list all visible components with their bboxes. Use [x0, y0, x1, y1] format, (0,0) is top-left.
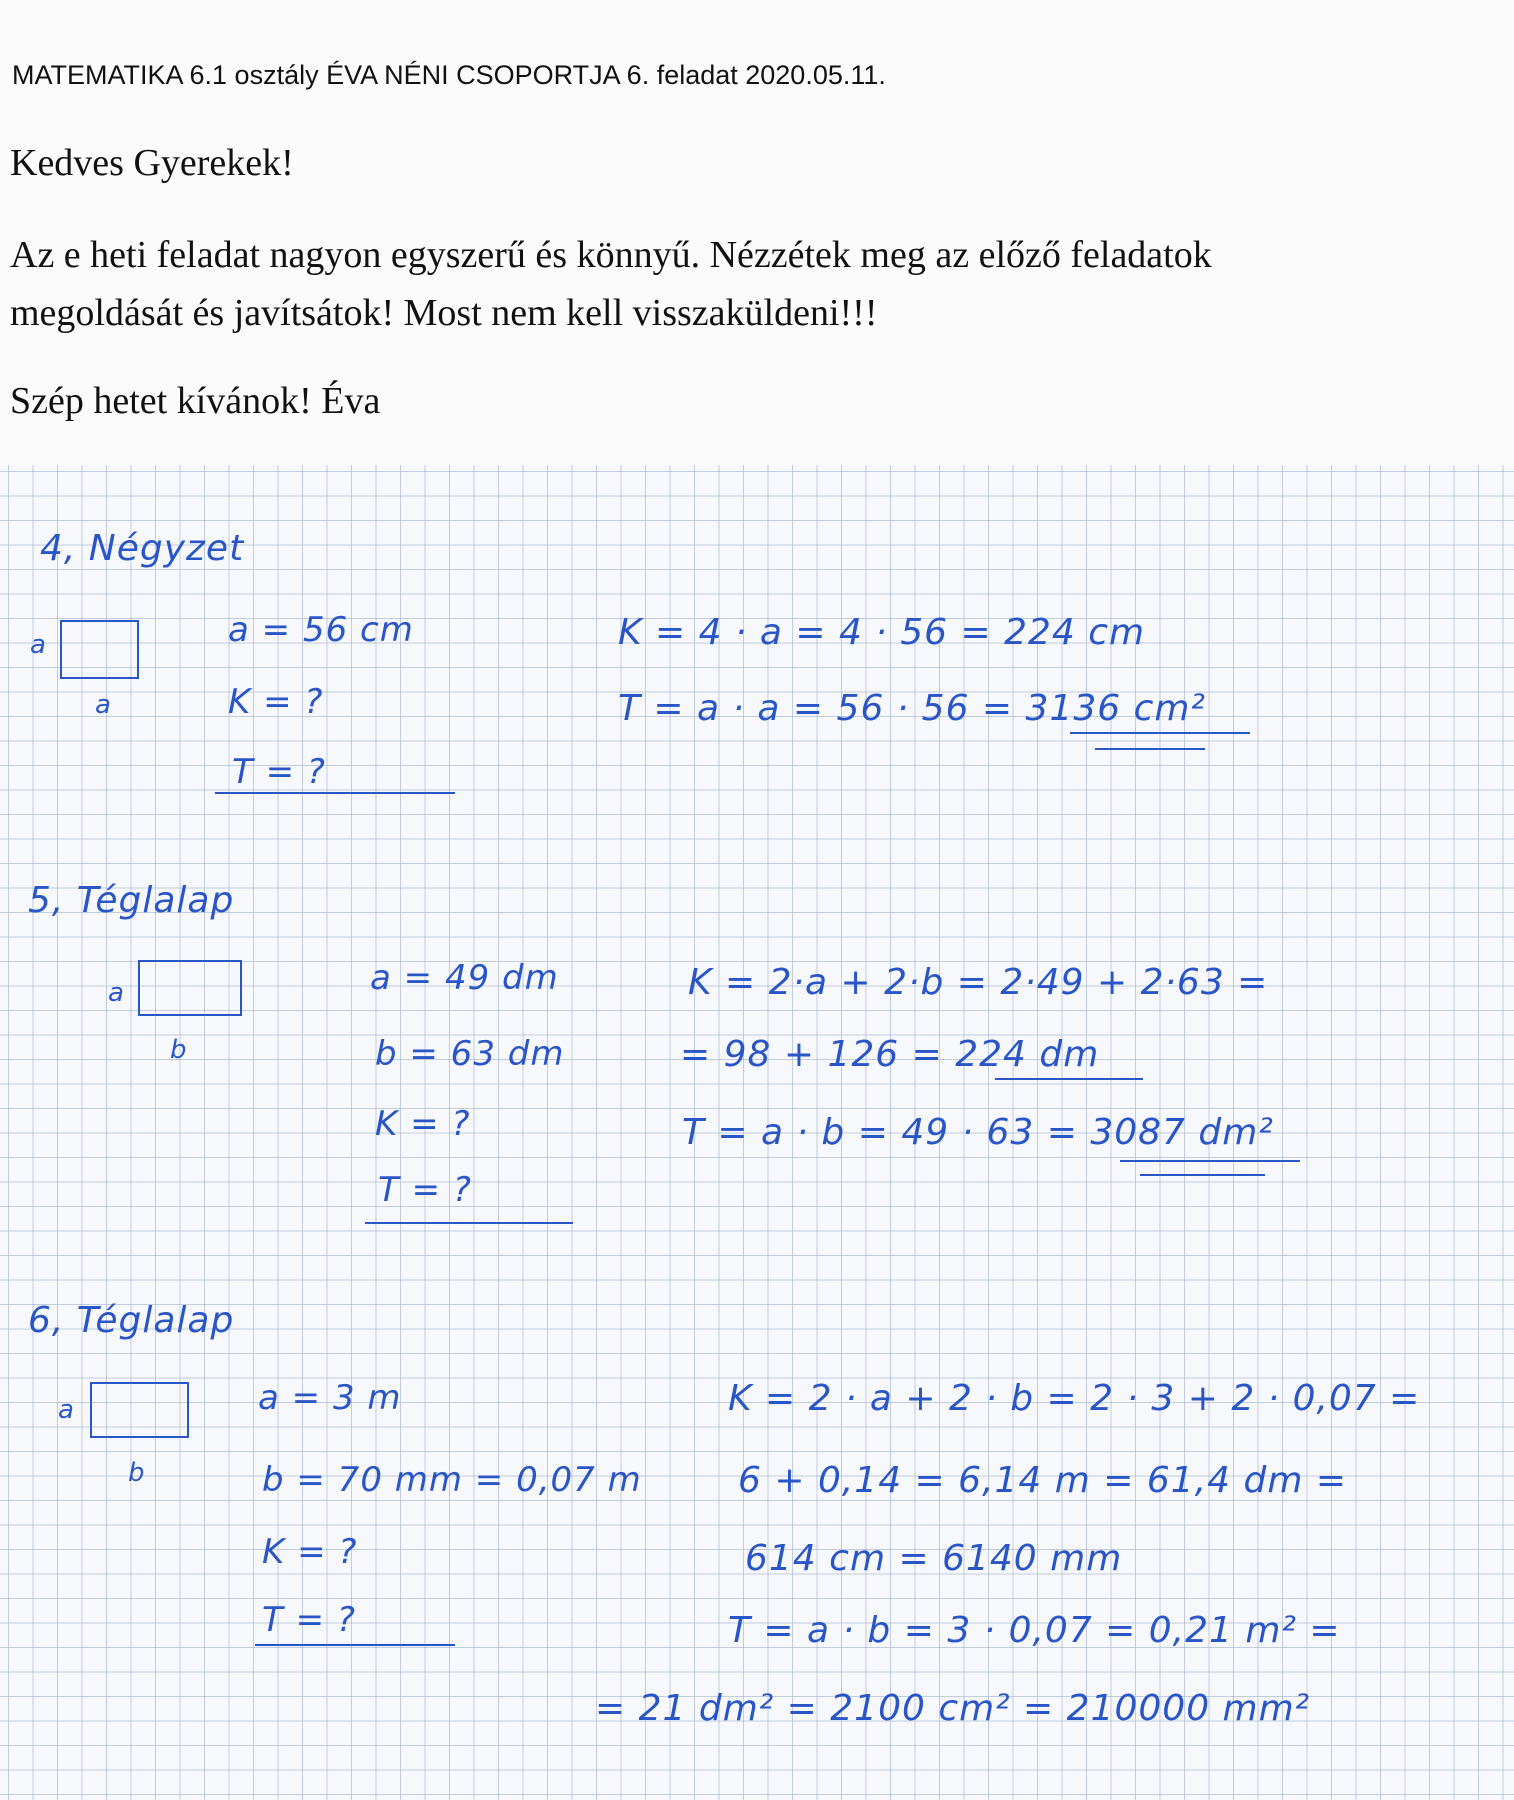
task5-bottom-label: b	[170, 1035, 187, 1065]
body-line-2: megoldását és javítsátok! Most nem kell visszaküldeni!!!	[10, 292, 878, 334]
task4-title: 4, Négyzet	[40, 528, 245, 569]
task4-given-k: K = ?	[228, 682, 324, 722]
task4-bottom-label: a	[95, 690, 111, 720]
task5-calc-k1: K = 2·a + 2·b = 2·49 + 2·63 =	[688, 962, 1269, 1003]
task6-given-b: b = 70 mm = 0,07 m	[262, 1460, 642, 1500]
task5-t-underline	[1120, 1160, 1300, 1162]
task4-result-underline-2	[1095, 748, 1205, 750]
task5-t-underline-2	[1140, 1174, 1265, 1176]
task4-square	[60, 620, 139, 679]
task6-calc-t2: = 21 dm² = 2100 cm² = 210000 mm²	[595, 1688, 1311, 1729]
task5-calc-k2: = 98 + 126 = 224 dm	[680, 1034, 1100, 1075]
task6-given-a: a = 3 m	[258, 1378, 402, 1418]
closing: Szép hetet kívánok! Éva	[10, 380, 381, 422]
task6-side-label: a	[58, 1395, 74, 1425]
task5-given-b: b = 63 dm	[375, 1034, 565, 1074]
task4-side-label: a	[30, 630, 46, 660]
task5-given-a: a = 49 dm	[370, 958, 559, 998]
task6-given-underline	[255, 1644, 455, 1646]
task4-given-underline	[215, 792, 455, 794]
task4-given-t: T = ?	[232, 752, 326, 792]
task6-calc-k2: 6 + 0,14 = 6,14 m = 61,4 dm =	[738, 1460, 1348, 1501]
task4-calc-t: T = a · a = 56 · 56 = 3136 cm²	[618, 688, 1206, 729]
greeting: Kedves Gyerekek!	[10, 142, 294, 184]
task6-given-t: T = ?	[262, 1600, 356, 1640]
task5-k-underline	[995, 1078, 1143, 1080]
task6-bottom-label: b	[128, 1458, 145, 1488]
task5-given-k: K = ?	[375, 1104, 471, 1144]
task6-calc-k1: K = 2 · a + 2 · b = 2 · 3 + 2 · 0,07 =	[728, 1378, 1421, 1419]
task5-rectangle	[138, 960, 242, 1016]
task6-title: 6, Téglalap	[28, 1300, 235, 1341]
task6-calc-k3: 614 cm = 6140 mm	[745, 1538, 1123, 1579]
task5-side-label: a	[108, 978, 124, 1008]
task5-calc-t: T = a · b = 49 · 63 = 3087 dm²	[682, 1112, 1274, 1153]
task4-given-a: a = 56 cm	[228, 610, 414, 650]
header-line: MATEMATIKA 6.1 osztály ÉVA NÉNI CSOPORTJA 6. feladat 2020.05.11.	[12, 60, 886, 90]
task6-calc-t1: T = a · b = 3 · 0,07 = 0,21 m² =	[728, 1610, 1341, 1651]
task4-result-underline	[1070, 732, 1250, 734]
task6-given-k: K = ?	[262, 1532, 358, 1572]
task5-title: 5, Téglalap	[28, 880, 235, 921]
task5-given-underline	[365, 1222, 573, 1224]
body-line-1: Az e heti feladat nagyon egyszerű és könnyű. Nézzétek meg az előző feladatok	[10, 234, 1212, 276]
task4-calc-k: K = 4 · a = 4 · 56 = 224 cm	[618, 612, 1146, 653]
task5-given-t: T = ?	[378, 1170, 472, 1210]
task6-rectangle	[90, 1382, 189, 1438]
